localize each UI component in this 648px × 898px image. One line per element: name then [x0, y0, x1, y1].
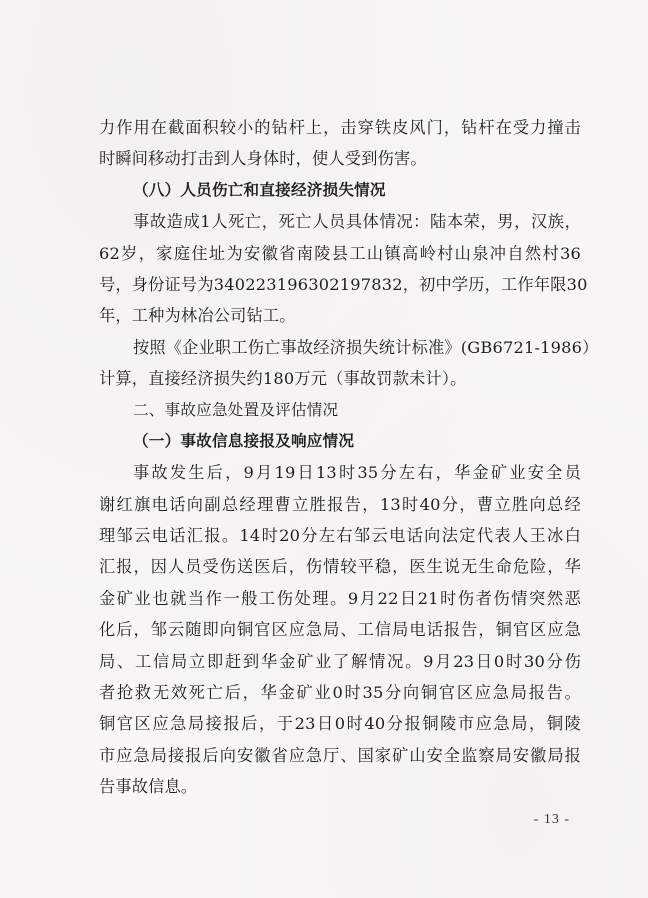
text-line: 62岁，家庭住址为安徽省南陵县工山镇高岭村山泉冲自然村36 — [99, 243, 581, 263]
text-line: 理邹云电话汇报。14时20分左右邹云电话向法定代表人王冰白 — [99, 526, 581, 546]
section-heading: （八）人员伤亡和直接经济损失情况 — [133, 180, 386, 199]
text-line: 化后，邹云随即向铜官区应急局、工信局电话报告，铜官区应急 — [99, 620, 581, 640]
text-line: 事故造成1人死亡，死亡人员具体情况：陆本荣，男，汉族， — [133, 212, 581, 232]
section-heading: 二、事故应急处置及评估情况 — [133, 400, 339, 419]
text-line: 计算，直接经济损失约180万元（事故罚款未计）。 — [99, 369, 467, 389]
text-line: 时瞬间移动打击到人身体时，使人受到伤害。 — [99, 149, 427, 169]
text-line: 力作用在截面积较小的钻杆上，击穿铁皮风门，钻杆在受力撞击 — [99, 118, 581, 137]
text-line: 按照《企业职工伤亡事故经济损失统计标准》(GB6721-1986） — [133, 337, 599, 357]
text-line: 告事故信息。 — [99, 777, 198, 797]
text-line: 者抢救无效死亡后，华金矿业0时35分向铜官区应急局报告。 — [99, 683, 581, 703]
text-line: 金矿业也就当作一般工伤处理。9月22日21时伤者伤情突然恶 — [99, 588, 581, 608]
text-line: 铜官区应急局接报后，于23日0时40分报铜陵市应急局，铜陵 — [99, 714, 581, 734]
text-line: 事故发生后，9月19日13时35分左右，华金矿业安全员 — [133, 463, 581, 483]
section-heading: （一）事故信息接报及响应情况 — [133, 431, 355, 450]
text-line: 年，工种为林冶公司钻工。 — [99, 306, 296, 326]
text-line: 局、工信局立即赶到华金矿业了解情况。9月23日0时30分伤 — [99, 651, 581, 671]
page-number: - 13 - — [533, 812, 570, 827]
text-line: 市应急局接报后向安徽省应急厅、国家矿山安全监察局安徽局报 — [99, 745, 581, 765]
text-line: 谢红旗电话向副总经理曹立胜报告，13时40分，曹立胜向总经 — [99, 494, 581, 514]
document-body — [99, 112, 599, 803]
text-line: 号，身份证号为340223196302197832，初中学历，工作年限30 — [99, 274, 588, 294]
text-line: 汇报，因人员受伤送医后，伤情较平稳，医生说无生命危险，华 — [99, 557, 581, 577]
